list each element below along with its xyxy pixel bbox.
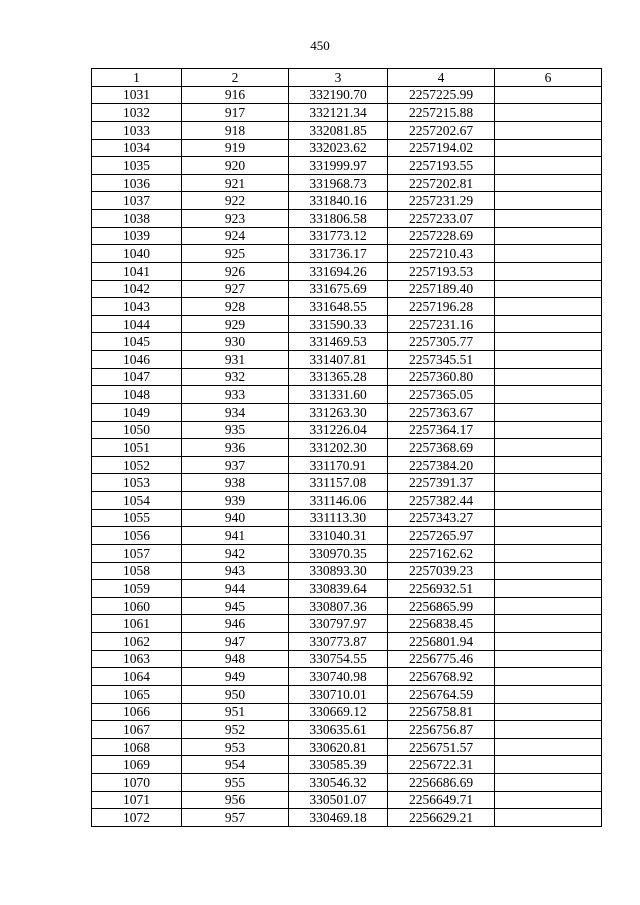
table-cell: 949 [182,668,289,686]
table-cell: 1035 [92,157,182,175]
table-cell: 941 [182,527,289,545]
table-cell: 1032 [92,104,182,122]
table-cell: 917 [182,104,289,122]
table-cell: 330620.81 [289,738,388,756]
table-cell: 1039 [92,227,182,245]
table-cell: 1063 [92,650,182,668]
table-cell: 331648.55 [289,298,388,316]
table-cell: 2257363.67 [388,403,495,421]
table-cell: 330970.35 [289,544,388,562]
table-row [92,809,602,827]
table-cell: 330501.07 [289,791,388,809]
table-cell: 952 [182,721,289,739]
table-cell [495,192,602,210]
table-row [92,368,602,386]
table-cell: 944 [182,580,289,598]
table-cell: 956 [182,791,289,809]
table-cell: 1056 [92,527,182,545]
table-cell: 927 [182,280,289,298]
table-cell [495,738,602,756]
table-cell [495,104,602,122]
table-cell: 937 [182,456,289,474]
table-cell [495,262,602,280]
table-row [92,544,602,562]
table-cell: 331840.16 [289,192,388,210]
table-cell: 330469.18 [289,809,388,827]
table-cell: 2257189.40 [388,280,495,298]
table-cell: 1060 [92,597,182,615]
table-cell: 2256768.92 [388,668,495,686]
table-cell [495,439,602,457]
table-cell: 2257193.53 [388,262,495,280]
table-cell: 2256932.51 [388,580,495,598]
table-cell: 1033 [92,121,182,139]
table-cell: 2257231.29 [388,192,495,210]
table-cell: 330839.64 [289,580,388,598]
table-cell: 946 [182,615,289,633]
column-header: 2 [182,69,289,87]
table-cell: 2257231.16 [388,315,495,333]
table-cell: 2256686.69 [388,774,495,792]
table-row [92,245,602,263]
table-cell: 1053 [92,474,182,492]
table-cell [495,210,602,228]
table-row [92,210,602,228]
table-cell: 331157.08 [289,474,388,492]
table-cell: 331407.81 [289,351,388,369]
table-row [92,421,602,439]
table-cell [495,315,602,333]
table-cell: 2257391.37 [388,474,495,492]
table-cell [495,474,602,492]
table-cell: 1042 [92,280,182,298]
table-cell: 918 [182,121,289,139]
table-cell: 957 [182,809,289,827]
table-cell [495,756,602,774]
table-cell [495,650,602,668]
table-cell: 947 [182,633,289,651]
table-cell: 925 [182,245,289,263]
table-row [92,633,602,651]
table-cell: 1034 [92,139,182,157]
table-cell: 2256751.57 [388,738,495,756]
table-cell: 951 [182,703,289,721]
table-cell: 1047 [92,368,182,386]
table-cell: 929 [182,315,289,333]
table-cell: 330797.97 [289,615,388,633]
table-cell: 2256649.71 [388,791,495,809]
coordinates-table [91,68,602,827]
table-cell: 1050 [92,421,182,439]
table-row [92,703,602,721]
table-cell [495,403,602,421]
header-row [92,69,602,87]
table-cell: 1031 [92,86,182,104]
table-row [92,315,602,333]
table-cell: 924 [182,227,289,245]
table-cell [495,544,602,562]
table-cell: 923 [182,210,289,228]
table-cell: 332023.62 [289,139,388,157]
table-cell: 1054 [92,492,182,510]
table-cell: 1037 [92,192,182,210]
table-cell: 922 [182,192,289,210]
table-cell: 1044 [92,315,182,333]
table-row [92,280,602,298]
table-cell: 2257265.97 [388,527,495,545]
table-cell: 2257194.02 [388,139,495,157]
table-cell: 2257196.28 [388,298,495,316]
table-cell: 331146.06 [289,492,388,510]
table-cell [495,157,602,175]
table-cell [495,227,602,245]
table-cell: 2257225.99 [388,86,495,104]
table-row [92,439,602,457]
table-cell: 939 [182,492,289,510]
table-row [92,192,602,210]
table-cell: 2257210.43 [388,245,495,263]
table-cell: 330546.32 [289,774,388,792]
table-cell: 330893.30 [289,562,388,580]
table-cell: 1055 [92,509,182,527]
table-row [92,227,602,245]
table-row [92,668,602,686]
table-cell: 331331.60 [289,386,388,404]
table-cell: 2257228.69 [388,227,495,245]
table-row [92,580,602,598]
table-cell: 2256722.31 [388,756,495,774]
table-cell: 332081.85 [289,121,388,139]
table-cell: 1052 [92,456,182,474]
table-cell: 2256629.21 [388,809,495,827]
table-cell: 331365.28 [289,368,388,386]
table-cell: 1059 [92,580,182,598]
table-cell [495,721,602,739]
table-cell: 2257162.62 [388,544,495,562]
table-cell: 331590.33 [289,315,388,333]
table-cell: 1070 [92,774,182,792]
table-cell: 331226.04 [289,421,388,439]
table-cell: 2257193.55 [388,157,495,175]
table-cell [495,492,602,510]
table-cell: 930 [182,333,289,351]
table-cell: 2256764.59 [388,685,495,703]
table-row [92,139,602,157]
table-row [92,650,602,668]
table-row [92,791,602,809]
table-cell: 2256756.87 [388,721,495,739]
table-cell: 1041 [92,262,182,280]
table-row [92,738,602,756]
table-cell: 950 [182,685,289,703]
table-row [92,403,602,421]
table-cell: 920 [182,157,289,175]
table-cell: 2257343.27 [388,509,495,527]
table-cell: 2257233.07 [388,210,495,228]
table-row [92,615,602,633]
table-cell: 1072 [92,809,182,827]
table-cell: 330740.98 [289,668,388,686]
table-cell: 919 [182,139,289,157]
table-row [92,174,602,192]
table-cell: 1068 [92,738,182,756]
table-row [92,333,602,351]
table-cell: 2257039.23 [388,562,495,580]
table-cell [495,615,602,633]
table-cell: 1066 [92,703,182,721]
table-row [92,86,602,104]
table-cell: 1058 [92,562,182,580]
table-row [92,756,602,774]
table-cell: 332121.34 [289,104,388,122]
table-cell: 1049 [92,403,182,421]
table-cell: 2257368.69 [388,439,495,457]
table-cell: 1040 [92,245,182,263]
table-cell [495,139,602,157]
table-cell: 332190.70 [289,86,388,104]
table-cell [495,562,602,580]
table-cell: 330710.01 [289,685,388,703]
table-cell [495,333,602,351]
table-cell: 2257202.67 [388,121,495,139]
table-row [92,509,602,527]
table-cell: 955 [182,774,289,792]
table-cell: 331263.30 [289,403,388,421]
table-cell [495,280,602,298]
table-cell: 2257384.20 [388,456,495,474]
table-cell: 331736.17 [289,245,388,263]
table-cell: 330773.87 [289,633,388,651]
table-row [92,298,602,316]
table-cell: 2257305.77 [388,333,495,351]
table-row [92,597,602,615]
table-cell [495,368,602,386]
table-cell: 933 [182,386,289,404]
table-cell: 2256758.81 [388,703,495,721]
table-cell: 331773.12 [289,227,388,245]
table-row [92,562,602,580]
table-cell [495,174,602,192]
table-cell [495,527,602,545]
column-header: 1 [92,69,182,87]
table-cell [495,509,602,527]
table-cell: 942 [182,544,289,562]
table-cell: 330635.61 [289,721,388,739]
table-cell: 1062 [92,633,182,651]
table-cell: 932 [182,368,289,386]
table-cell: 2257382.44 [388,492,495,510]
table-cell: 330754.55 [289,650,388,668]
table-cell: 331675.69 [289,280,388,298]
table-cell: 948 [182,650,289,668]
table-cell: 1064 [92,668,182,686]
table-cell [495,633,602,651]
table-cell: 1071 [92,791,182,809]
table-cell: 935 [182,421,289,439]
table-cell: 2256865.99 [388,597,495,615]
table-row [92,474,602,492]
table-row [92,104,602,122]
table-cell: 331694.26 [289,262,388,280]
table-cell: 2257364.17 [388,421,495,439]
table-cell: 331113.30 [289,509,388,527]
table-cell: 2257202.81 [388,174,495,192]
table-cell: 2257360.80 [388,368,495,386]
table-cell: 1045 [92,333,182,351]
table-cell: 916 [182,86,289,104]
table-cell [495,597,602,615]
table-cell [495,809,602,827]
table-cell: 921 [182,174,289,192]
table-cell: 2257215.88 [388,104,495,122]
table-cell: 940 [182,509,289,527]
table-cell: 945 [182,597,289,615]
table-cell: 1057 [92,544,182,562]
table-cell: 1065 [92,685,182,703]
table-row [92,386,602,404]
table-cell: 330807.36 [289,597,388,615]
table-row [92,721,602,739]
table-cell: 2257365.05 [388,386,495,404]
table-row [92,456,602,474]
table-cell [495,86,602,104]
table-cell: 934 [182,403,289,421]
table-cell: 1036 [92,174,182,192]
table-cell: 331040.31 [289,527,388,545]
page-number: 450 [310,38,330,53]
table-cell: 330585.39 [289,756,388,774]
table-row [92,527,602,545]
table-cell [495,791,602,809]
table-cell [495,421,602,439]
table-cell [495,703,602,721]
table-row [92,262,602,280]
table-cell: 1061 [92,615,182,633]
table-cell: 1048 [92,386,182,404]
table-cell [495,685,602,703]
table-row [92,492,602,510]
column-header: 4 [388,69,495,87]
table-cell: 331806.58 [289,210,388,228]
table-cell [495,668,602,686]
table-body [92,86,602,826]
table-cell: 2256801.94 [388,633,495,651]
table-cell [495,456,602,474]
table-row [92,685,602,703]
table-row [92,351,602,369]
table-cell: 928 [182,298,289,316]
table-cell: 1069 [92,756,182,774]
table-cell [495,774,602,792]
column-header: 3 [289,69,388,87]
table-cell: 1038 [92,210,182,228]
table-cell: 2256775.46 [388,650,495,668]
table-cell [495,245,602,263]
table-cell: 331170.91 [289,456,388,474]
table-cell: 2257345.51 [388,351,495,369]
column-header: 6 [495,69,602,87]
table-cell [495,351,602,369]
table-cell: 331469.53 [289,333,388,351]
table-row [92,157,602,175]
table-cell [495,580,602,598]
table-cell: 926 [182,262,289,280]
table-cell [495,386,602,404]
table-cell: 931 [182,351,289,369]
table-cell: 2256838.45 [388,615,495,633]
table-cell: 1051 [92,439,182,457]
table-cell: 331999.97 [289,157,388,175]
table-cell: 331202.30 [289,439,388,457]
table-cell: 953 [182,738,289,756]
table-cell: 943 [182,562,289,580]
table-row [92,121,602,139]
table-cell: 938 [182,474,289,492]
table-cell: 954 [182,756,289,774]
table-cell: 1046 [92,351,182,369]
table-cell: 330669.12 [289,703,388,721]
table-cell [495,121,602,139]
table-cell: 1043 [92,298,182,316]
table-cell: 936 [182,439,289,457]
table-cell: 331968.73 [289,174,388,192]
table-cell [495,298,602,316]
table-cell: 1067 [92,721,182,739]
table-row [92,774,602,792]
